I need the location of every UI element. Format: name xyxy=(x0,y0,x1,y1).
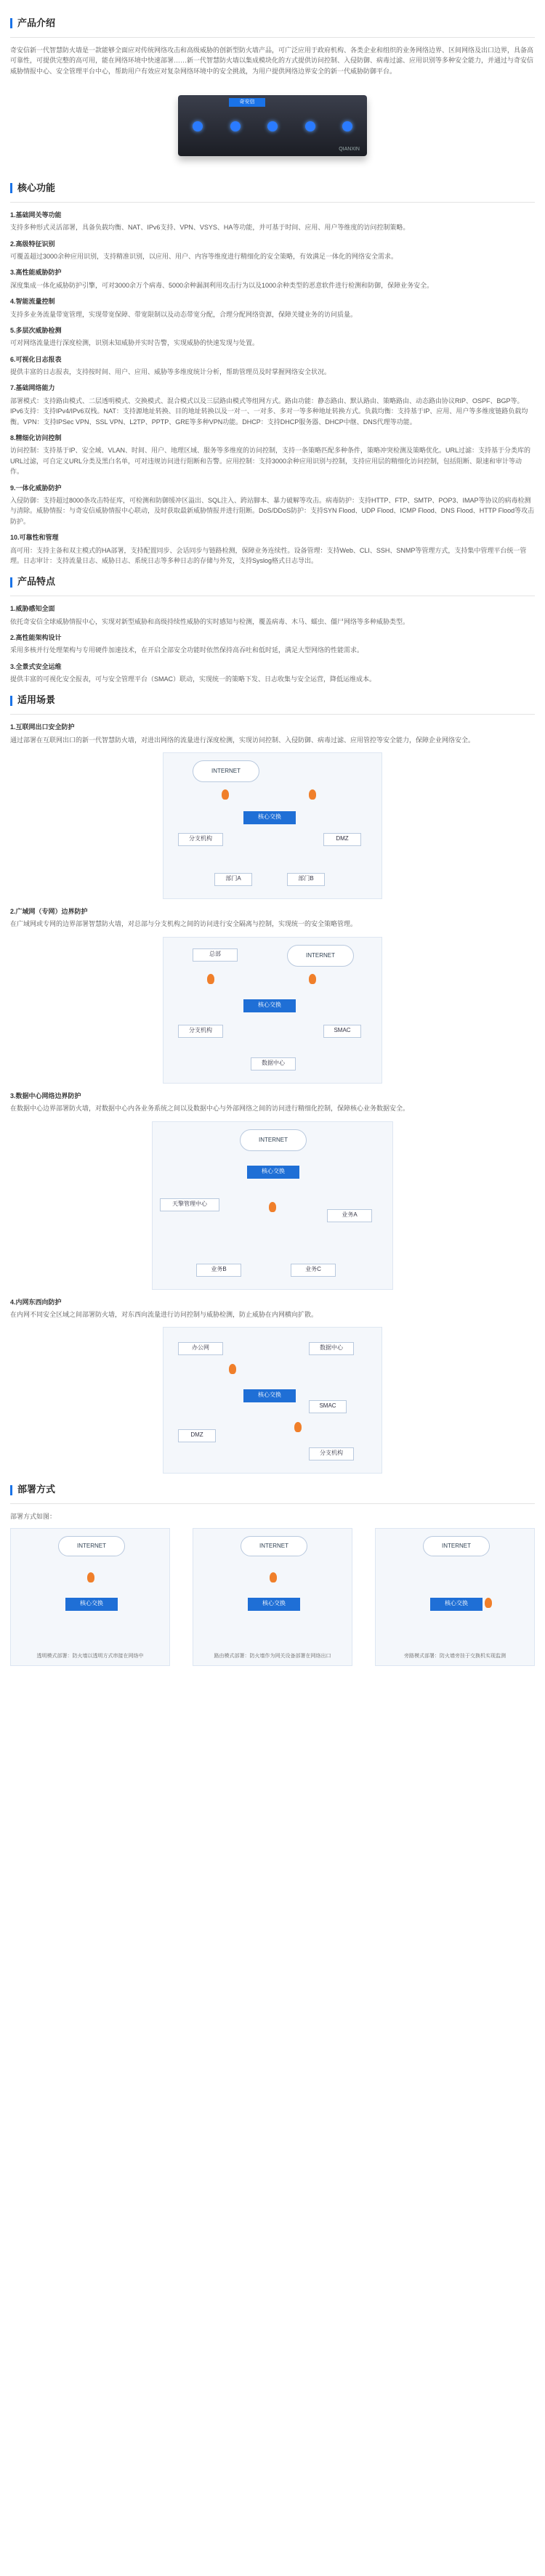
core-item-text: 深度集成一体化威胁防护引擎，可对3000余万个病毒、5000余种漏洞利用攻击行为以及1000余种类型的恶意软件进行检测和防御，保障业务安全。 xyxy=(10,281,434,289)
scenario-1-text: 通过部署在互联网出口的新一代智慧防火墙，对进出网络的流量进行深度检测，实现访问控制、入侵防御、病毒过滤、应用管控等安全能力，保障企业网络安全。 xyxy=(10,736,475,744)
core-item-text: 高可用：支持主备和双主模式的HA部署，支持配置同步、会话同步与链路检测，保障业务连续性。设备管理：支持Web、CLI、SSH、SNMP等管理方式，支持集中管理平台统一管理。日志审计：支持流量日志、威胁日志、系统日志等多种日志的存储与外发，支持Syslog格式日志导出。 xyxy=(10,546,527,564)
dept-b-node: 部门B xyxy=(287,873,325,886)
deploy-caption: 旁路模式部署：防火墙旁挂于交换机实现监测 xyxy=(404,1654,506,1659)
deploy-card xyxy=(10,1528,170,1666)
internet-cloud-icon: INTERNET xyxy=(58,1536,125,1556)
scenario-1-title: 1.互联网出口安全防护 xyxy=(10,723,75,731)
led-icon xyxy=(267,121,278,131)
core-item-head: 10.可靠性和管理 xyxy=(10,534,59,542)
dept-a-node: 部门A xyxy=(214,873,252,886)
smac-node: SMAC xyxy=(323,1025,361,1038)
core-item-head: 2.高级特征识别 xyxy=(10,240,55,248)
scenario-1-diagram xyxy=(163,752,382,899)
led-icon xyxy=(193,121,203,131)
core-item-text: 支持多业务流量带宽管理，实现带宽保障、带宽限制以及动态带宽分配，合理分配网络资源，保障关键业务的访问质量。 xyxy=(10,310,358,318)
deploy-card xyxy=(193,1528,352,1666)
feature-text: 提供丰富的可视化安全报表，可与安全管理平台（SMAC）联动，实现统一的策略下发、日志收集与安全运营，降低运维成本。 xyxy=(10,675,376,683)
firewall-icon xyxy=(207,974,214,984)
firewall-icon xyxy=(309,789,316,800)
firewall-icon xyxy=(229,1364,236,1374)
scenarios-title-text: 适用场景 xyxy=(17,694,56,706)
features-section-title xyxy=(10,574,535,590)
core-switch-node: 核心交换 xyxy=(243,999,296,1012)
firewall-icon xyxy=(485,1598,492,1608)
feature-head: 1.威胁感知全面 xyxy=(10,605,55,613)
firewall-icon xyxy=(294,1422,302,1432)
core-item xyxy=(10,532,535,566)
title-bar-icon xyxy=(10,183,12,193)
core-item-text: 可覆盖超过3000余种应用识别，支持精准识别，以应用、用户、内容等维度进行精细化的安全策略，有效满足一体化的网络安全需求。 xyxy=(10,252,398,260)
title-bar-icon xyxy=(10,18,12,28)
core-item-text: 访问控制：支持基于IP、安全域、VLAN、时间、用户、地理区域、服务等多维度的访问控制，支持一条策略匹配多种条件，策略冲突检测及策略优化。URL过滤：支持基于分类库的URL过滤，可自定义URL分类及黑白名单，可对违规访问进行阻断和告警。应用控制：支持3000余种应用识别与控制，支持应用层的精细化访问控制，包括阻断、限速和审计等动作。 xyxy=(10,447,531,476)
branch-node: 分支机构 xyxy=(178,1025,223,1038)
feature-text: 采用多核并行处理架构与专用硬件加速技术，在开启全部安全功能时依然保持高吞吐和低时延，满足大型网络的性能需求。 xyxy=(10,646,364,654)
core-switch-node: 核心交换 xyxy=(430,1598,483,1611)
core-item xyxy=(10,267,535,290)
core-item-text: 入侵防御：支持超过8000条攻击特征库，可检测和防御缓冲区溢出、SQL注入、跨站脚本、暴力破解等攻击。病毒防护：支持HTTP、FTP、SMTP、POP3、IMAP等协议的病毒检测与清除。威胁情报：与奇安信威胁情报中心联动，及时获取最新威胁情报并进行阻断。DoS/DDoS防护：支持SYN Flood、UDP Flood、ICMP Flood、DNS Flood、HTTP Flood等攻击防护。 xyxy=(10,496,535,525)
scenario-2-title: 2.广域网（专网）边界防护 xyxy=(10,908,88,916)
core-item-head: 5.多层次威胁检测 xyxy=(10,326,62,334)
deploy-diagrams xyxy=(10,1528,535,1666)
scenario-2-diagram xyxy=(163,937,382,1084)
core-item-head: 9.一体化威胁防护 xyxy=(10,484,62,492)
core-item xyxy=(10,433,535,477)
core-item-head: 8.精细化访问控制 xyxy=(10,434,62,442)
core-switch-node: 核心交换 xyxy=(247,1166,299,1179)
firewall-icon xyxy=(309,974,316,984)
device-brand: QIANXIN xyxy=(339,146,360,152)
feature-head: 2.高性能架构设计 xyxy=(10,633,62,641)
deploy-caption: 透明模式部署：防火墙以透明方式串接在网络中 xyxy=(36,1654,144,1659)
smac-node: SMAC xyxy=(309,1400,347,1413)
device-leds xyxy=(193,121,352,131)
title-bar-icon xyxy=(10,577,12,588)
core-section-title xyxy=(10,181,535,196)
core-item-head: 7.基础网络能力 xyxy=(10,384,55,392)
firewall-icon xyxy=(222,789,229,800)
scenario-4-text: 在内网不同安全区域之间部署防火墙，对东西向流量进行访问控制与威胁检测，防止威胁在内网横向扩散。 xyxy=(10,1310,318,1318)
scenario-2-text: 在广域网或专网的边界部署智慧防火墙，对总部与分支机构之间的访问进行安全隔离与控制，实现统一的安全策略管理。 xyxy=(10,920,358,928)
branch-node: 分支机构 xyxy=(309,1447,354,1460)
product-image xyxy=(164,84,382,171)
core-title-text: 核心功能 xyxy=(17,182,56,193)
features-list xyxy=(10,604,535,684)
core-switch-node: 核心交换 xyxy=(243,1389,296,1402)
divider xyxy=(10,37,535,38)
firewall-device-icon xyxy=(178,95,367,156)
deploy-section-title xyxy=(10,1482,535,1498)
core-item xyxy=(10,325,535,349)
divider xyxy=(10,202,535,203)
datacenter-node: 数据中心 xyxy=(309,1342,354,1355)
scenario-4-title: 4.内网东西向防护 xyxy=(10,1298,62,1306)
scenario-3-text: 在数据中心边界部署防火墙，对数据中心内各业务系统之间以及数据中心与外部网络之间的访问进行精细化控制，保障核心业务数据安全。 xyxy=(10,1105,410,1113)
core-item xyxy=(10,296,535,320)
internet-cloud-icon: INTERNET xyxy=(287,945,354,967)
scenario-4-diagram xyxy=(163,1327,382,1474)
led-icon xyxy=(230,121,241,131)
core-item xyxy=(10,210,535,233)
core-item-text: 提供丰富的日志报表，支持按时间、用户、应用、威胁等多维度统计分析，帮助管理员及时掌握网络安全状况。 xyxy=(10,368,331,376)
feature-head: 3.全景式安全运维 xyxy=(10,662,62,670)
business-a-node: 业务A xyxy=(327,1209,372,1222)
internet-cloud-icon: INTERNET xyxy=(240,1129,307,1151)
core-item-text: 可对网络流量进行深度检测，识别未知威胁并实时告警，实现威胁的快速发现与处置。 xyxy=(10,339,259,347)
intro-section-title xyxy=(10,16,535,31)
core-item-head: 4.智能流量控制 xyxy=(10,298,55,306)
core-item-head: 1.基础网关等功能 xyxy=(10,211,62,219)
scenarios-section-title xyxy=(10,693,535,708)
tianqing-node: 天擎管理中心 xyxy=(160,1198,219,1211)
dmz-node: DMZ xyxy=(178,1429,216,1442)
divider xyxy=(10,1503,535,1504)
title-bar-icon xyxy=(10,696,12,706)
deploy-card xyxy=(375,1528,535,1666)
core-item xyxy=(10,239,535,262)
core-item xyxy=(10,483,535,527)
firewall-icon xyxy=(270,1572,277,1582)
core-switch-node: 核心交换 xyxy=(248,1598,300,1611)
core-item xyxy=(10,354,535,378)
title-bar-icon xyxy=(10,1485,12,1495)
divider xyxy=(10,714,535,715)
hq-node: 总部 xyxy=(193,948,238,962)
device-badge: 奇安信 xyxy=(229,98,265,107)
internet-cloud-icon: INTERNET xyxy=(193,760,259,782)
core-item-text: 支持多种形式灵活部署，具备负载均衡、NAT、IPv6支持、VPN、VSYS、HA等功能，并可基于时间、应用、用户等维度的访问控制策略。 xyxy=(10,224,410,232)
datacenter-node: 数据中心 xyxy=(251,1057,296,1070)
core-item-head: 3.高性能威胁防护 xyxy=(10,269,62,277)
features-title-text: 产品特点 xyxy=(17,576,56,588)
core-list xyxy=(10,210,535,566)
deploy-caption: 路由模式部署：防火墙作为网关设备部署在网络出口 xyxy=(214,1654,331,1659)
intro-paragraph: 奇安信新一代智慧防火墙是一款能够全面应对传统网络攻击和高级威胁的创新型防火墙产品，可广泛应用于政府机构、各类企业和组织的业务网络边界、区间网络及出口边界，具备高可靠性，可提供完整的高可用，能在网络环境中快速部署……新一代智慧防火墙以集成模块化的方式提供访问控制、入侵防御、病毒过滤、应用识别等多种安全能力，并通过与奇安信威胁情报中心、安全管理平台中心，帮助用户有效应对复杂网络环境中的安全挑战，为用户提供网络边界安全的新一代威胁防御平台。 xyxy=(10,46,534,75)
core-switch-node: 核心交换 xyxy=(65,1598,118,1611)
core-item xyxy=(10,383,535,427)
branch-node: 分支机构 xyxy=(178,833,223,846)
scenario-3-diagram xyxy=(152,1121,393,1290)
business-b-node: 业务B xyxy=(196,1264,241,1277)
led-icon xyxy=(305,121,315,131)
dmz-node: DMZ xyxy=(323,833,361,846)
firewall-icon xyxy=(87,1572,94,1582)
feature-text: 依托奇安信全球威胁情报中心，实现对新型威胁和高级持续性威胁的实时感知与检测，覆盖病毒、木马、蠕虫、僵尸网络等多种威胁类型。 xyxy=(10,617,410,625)
scenario-3-title: 3.数据中心网络边界防护 xyxy=(10,1092,81,1100)
deploy-intro: 部署方式如图： xyxy=(10,1513,57,1521)
internet-cloud-icon: INTERNET xyxy=(241,1536,307,1556)
intro-title-text: 产品介绍 xyxy=(17,17,56,28)
core-switch-node: 核心交换 xyxy=(243,811,296,824)
office-node: 办公网 xyxy=(178,1342,223,1355)
led-icon xyxy=(342,121,352,131)
firewall-icon xyxy=(269,1202,276,1212)
internet-cloud-icon: INTERNET xyxy=(423,1536,490,1556)
deploy-title-text: 部署方式 xyxy=(17,1484,56,1495)
business-c-node: 业务C xyxy=(291,1264,336,1277)
core-item-head: 6.可视化日志报表 xyxy=(10,355,62,363)
core-item-text: 部署模式：支持路由模式、二层透明模式、交换模式、混合模式以及三层路由模式等组网方式。路由功能：静态路由、默认路由、策略路由、动态路由协议RIP、OSPF、BGP等。IPv6支持：支持IPv4/IPv6双栈。NAT：支持源地址转换、目的地址转换以及一对一、一对多、多对一等多种地址转换方式。负载均衡：支持基于IP、应用、用户等多维度链路负载均衡。VPN：支持IPSec VPN、SSL VPN、L2TP、PPTP、GRE等多种VPN功能。DHCP：支持DHCP服务器、DHCP中继、DNS代理等功能。 xyxy=(10,397,528,426)
